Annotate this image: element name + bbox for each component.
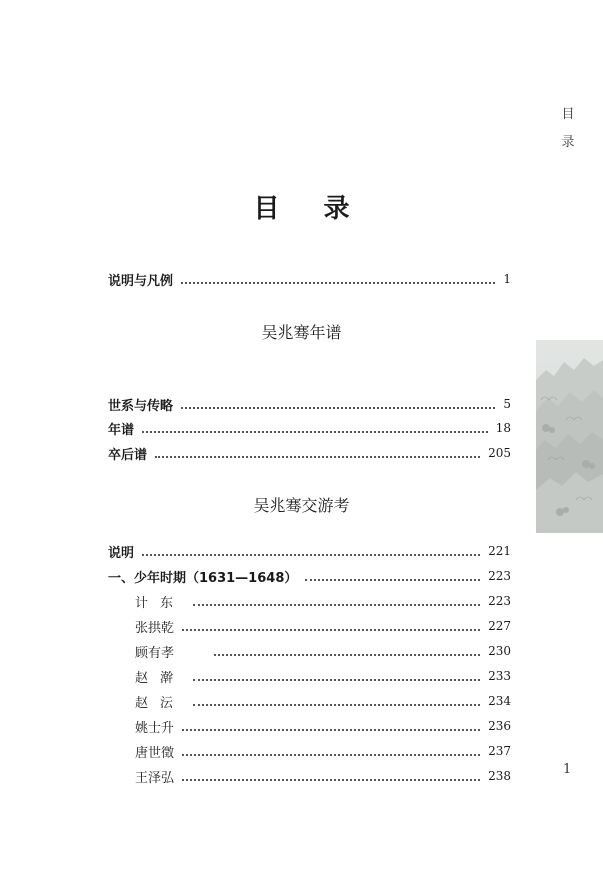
- toc-entry-youth-period[interactable]: [108, 564, 511, 588]
- toc-entry-label: 计东: [135, 595, 186, 611]
- toc-entry-page: 238: [488, 769, 511, 783]
- section-heading-part2: 吴兆骞交游考: [253, 496, 350, 515]
- toc-entry-label: 赵澣: [135, 670, 186, 686]
- toc-entry-page: 221: [488, 544, 511, 558]
- toc-entry-page: 234: [488, 694, 511, 708]
- running-header-char-1: 目: [561, 107, 575, 122]
- toc-entry-person[interactable]: [108, 764, 511, 788]
- toc-entry-label: 唐世徵: [135, 745, 175, 761]
- toc-entry-label: 赵沄: [135, 695, 186, 711]
- dot-leader: [193, 603, 480, 606]
- toc-entry-chronology[interactable]: [108, 416, 511, 440]
- toc-entry-page: 227: [488, 619, 511, 633]
- page-number: 1: [563, 762, 572, 777]
- toc-entry-label: 说明: [108, 545, 135, 561]
- toc-entry-page: 223: [488, 569, 511, 583]
- toc-entry-page: 233: [488, 669, 511, 683]
- dot-leader: [182, 728, 480, 731]
- toc-entry-intro[interactable]: [108, 267, 511, 291]
- dot-leader: [181, 281, 495, 284]
- toc-entry-label: 卒后谱: [108, 447, 148, 463]
- dot-leader: [182, 753, 480, 756]
- dot-leader: [193, 703, 480, 706]
- toc-entry-page: 1: [503, 272, 511, 286]
- toc-entry-person[interactable]: [108, 664, 511, 688]
- toc-entry-page: 236: [488, 719, 511, 733]
- toc-entry-label: 王泽弘: [135, 770, 175, 786]
- toc-entry-posthumous[interactable]: [108, 441, 511, 465]
- toc-entry-label: 年谱: [108, 422, 135, 438]
- toc-entry-page: 205: [488, 446, 511, 460]
- section-heading-part1: 吴兆骞年谱: [261, 323, 342, 342]
- toc-entry-person[interactable]: [108, 714, 511, 738]
- toc-entry-label: 世系与传略: [108, 398, 174, 414]
- toc-entry-label: 姚士升: [135, 720, 175, 736]
- dot-leader: [193, 678, 480, 681]
- toc-entry-genealogy[interactable]: [108, 392, 511, 416]
- toc-entry-page: 18: [495, 421, 511, 435]
- toc-entry-page: 237: [488, 744, 511, 758]
- running-header: [561, 101, 575, 157]
- toc-entry-label: 顾有孝: [135, 645, 175, 661]
- dot-leader: [182, 778, 480, 781]
- running-header-char-2: 录: [561, 135, 575, 150]
- toc-entry-page: 5: [503, 397, 511, 411]
- dot-leader: [142, 553, 480, 556]
- dot-leader: [142, 430, 488, 433]
- dot-leader: [181, 406, 495, 409]
- toc-entry-label: 一、少年时期（1631—1648）: [108, 570, 298, 586]
- dot-leader: [305, 578, 480, 581]
- toc-entry-label: 说明与凡例: [108, 273, 174, 289]
- toc-entry-person[interactable]: [108, 689, 511, 713]
- dot-leader: [214, 653, 480, 656]
- dot-leader: [155, 455, 480, 458]
- toc-entry-notes[interactable]: [108, 539, 511, 563]
- page-title: 目录: [253, 194, 394, 224]
- toc-entry-person[interactable]: [108, 739, 511, 763]
- dot-leader: [182, 628, 480, 631]
- toc-entry-page: 223: [488, 594, 511, 608]
- toc-entry-person[interactable]: [108, 589, 511, 613]
- toc-entry-label: 张拱乾: [135, 620, 175, 636]
- toc-entry-person[interactable]: [108, 639, 511, 663]
- toc-entry-page: 230: [488, 644, 511, 658]
- toc-entry-person[interactable]: [108, 614, 511, 638]
